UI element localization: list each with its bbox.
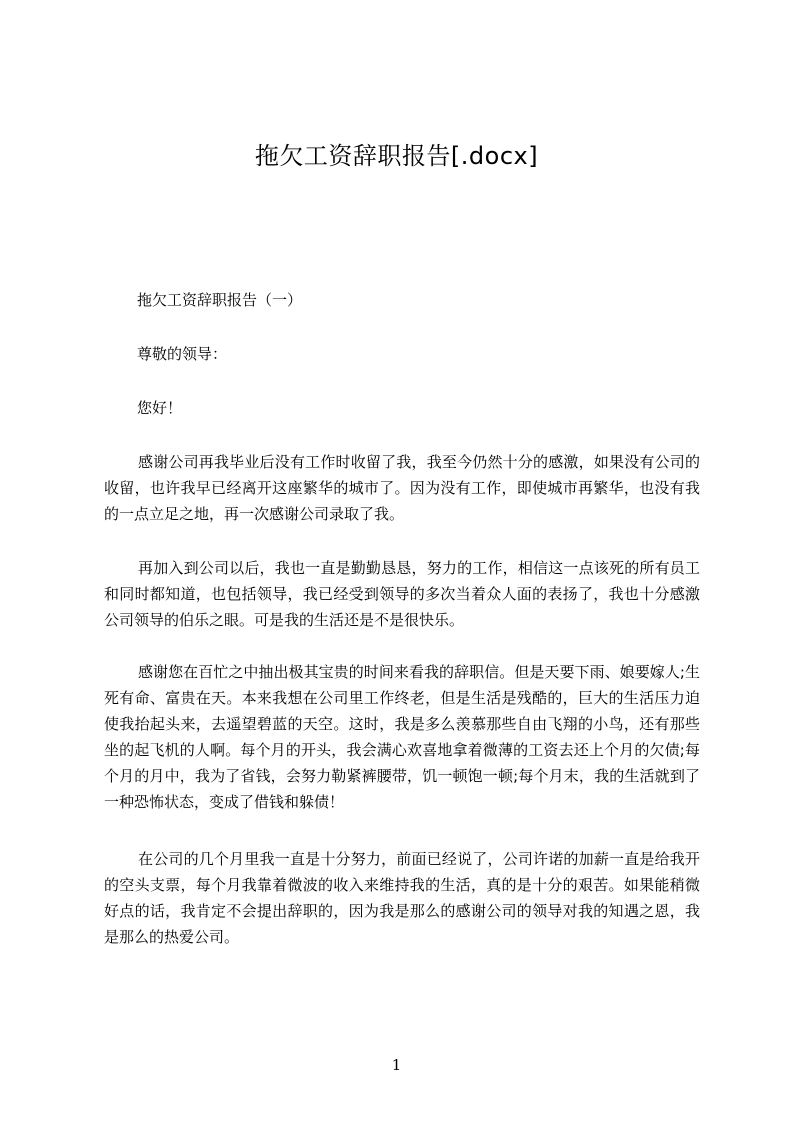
body-paragraph: 在公司的几个月里我一直是十分努力，前面已经说了，公司许诺的加薪一直是给我开的空头支票，每个月我靠着微波的收入来维持我的生活，真的是十分的艰苦。如果能稍微好点的话，我肯定不会提出辞职的，因为我是那么的感谢公司的领导对我的知遇之恩，我是那么的热爱公司。	[104, 850, 700, 946]
greeting: 您好！	[137, 399, 183, 417]
body-paragraph: 再加入到公司以后，我也一直是勤勤恳恳，努力的工作，相信这一点该死的所有员工和同时都知道，也包括领导，我已经受到领导的多次当着众人面的表扬了，我也十分感激公司领导的伯乐之眼。可是我的生活还是不是很快乐。	[104, 559, 700, 629]
page-number: 1	[391, 1056, 402, 1074]
body-paragraph: 感谢您在百忙之中抽出极其宝贵的时间来看我的辞职信。但是天要下雨、娘要嫁人;生死有命、富贵在天。本来我想在公司里工作终老，但是生活是残酷的，巨大的生活压力迫使我抬起头来，去遥望碧蓝的天空。这时，我是多么羡慕那些自由飞翔的小鸟，还有那些坐的起飞机的人啊。每个月的开头，我会满心欢喜地拿着微薄的工资去还上个月的欠债;每个月的月中，我为了省钱，会努力勒紧裤腰带，饥一顿饱一顿;每个月末，我的生活就到了一种恐怖状态，变成了借钱和躲债！	[104, 663, 700, 811]
document-title: 拖欠工资辞职报告[.docx]	[254, 142, 539, 170]
salutation: 尊敬的领导：	[137, 345, 228, 363]
body-paragraph: 感谢公司再我毕业后没有工作时收留了我，我至今仍然十分的感激，如果没有公司的收留，也许我早已经离开这座繁华的城市了。因为没有工作，即使城市再繁华，也没有我的一点立足之地，再一次感谢公司录取了我。	[104, 453, 700, 523]
document-subtitle: 拖欠工资辞职报告（一）	[137, 291, 303, 309]
